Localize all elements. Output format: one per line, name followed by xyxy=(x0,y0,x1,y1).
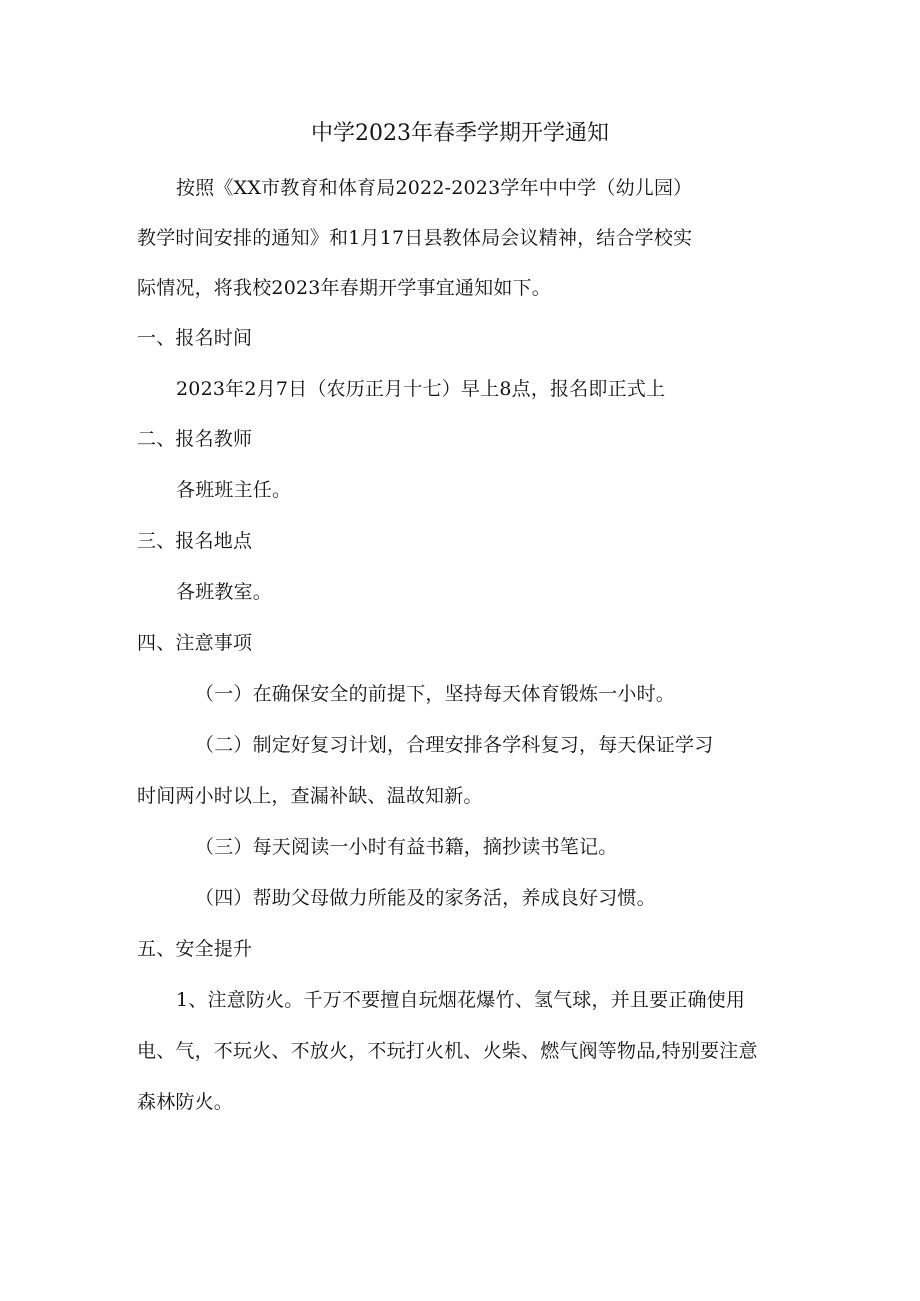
section-5-heading: 五、安全提升 xyxy=(137,938,253,960)
section-4-heading: 四、注意事项 xyxy=(137,632,253,654)
section-4-item-3: （三）每天阅读一小时有益书籍，摘抄读书笔记。 xyxy=(195,836,618,858)
section-1-body: 2023年2月7日（农历正月十七）早上8点，报名即正式上 xyxy=(176,378,666,400)
intro-line-1: 按照《XX市教育和体育局2022-2023学年中中学（幼儿园） xyxy=(176,177,693,199)
section-3-body: 各班教室。 xyxy=(176,581,273,603)
section-4-item-2-line-1: （二）制定好复习计划，合理安排各学科复习，每天保证学习 xyxy=(195,734,714,756)
section-1-heading: 一、报名时间 xyxy=(137,327,253,349)
section-4-item-1: （一）在确保安全的前提下，坚持每天体育锻炼一小时。 xyxy=(195,683,676,705)
section-5-item-1-line-2: 电、气，不玩火、不放火，不玩打火机、火柴、燃气阀等物品,特别要注意 xyxy=(137,1040,758,1062)
section-3-heading: 三、报名地点 xyxy=(137,530,253,552)
intro-line-2: 教学时间安排的通知》和1月17日县教体局会议精神，结合学校实 xyxy=(137,227,693,249)
page-title: 中学2023年春季学期开学通知 xyxy=(311,121,609,146)
section-4-item-2-line-2: 时间两小时以上，查漏补缺、温故知新。 xyxy=(137,785,483,807)
section-5-item-1-line-3: 森林防火。 xyxy=(137,1091,234,1113)
section-2-body: 各班班主任。 xyxy=(176,479,292,501)
section-5-item-1-line-1: 1、注意防火。千万不要擅自玩烟花爆竹、氢气球，并且要正确使用 xyxy=(176,989,746,1011)
intro-line-3: 际情况，将我校2023年春期开学事宜通知如下。 xyxy=(137,277,551,299)
section-4-item-4: （四）帮助父母做力所能及的家务活，养成良好习惯。 xyxy=(195,887,656,909)
section-2-heading: 二、报名教师 xyxy=(137,428,253,450)
